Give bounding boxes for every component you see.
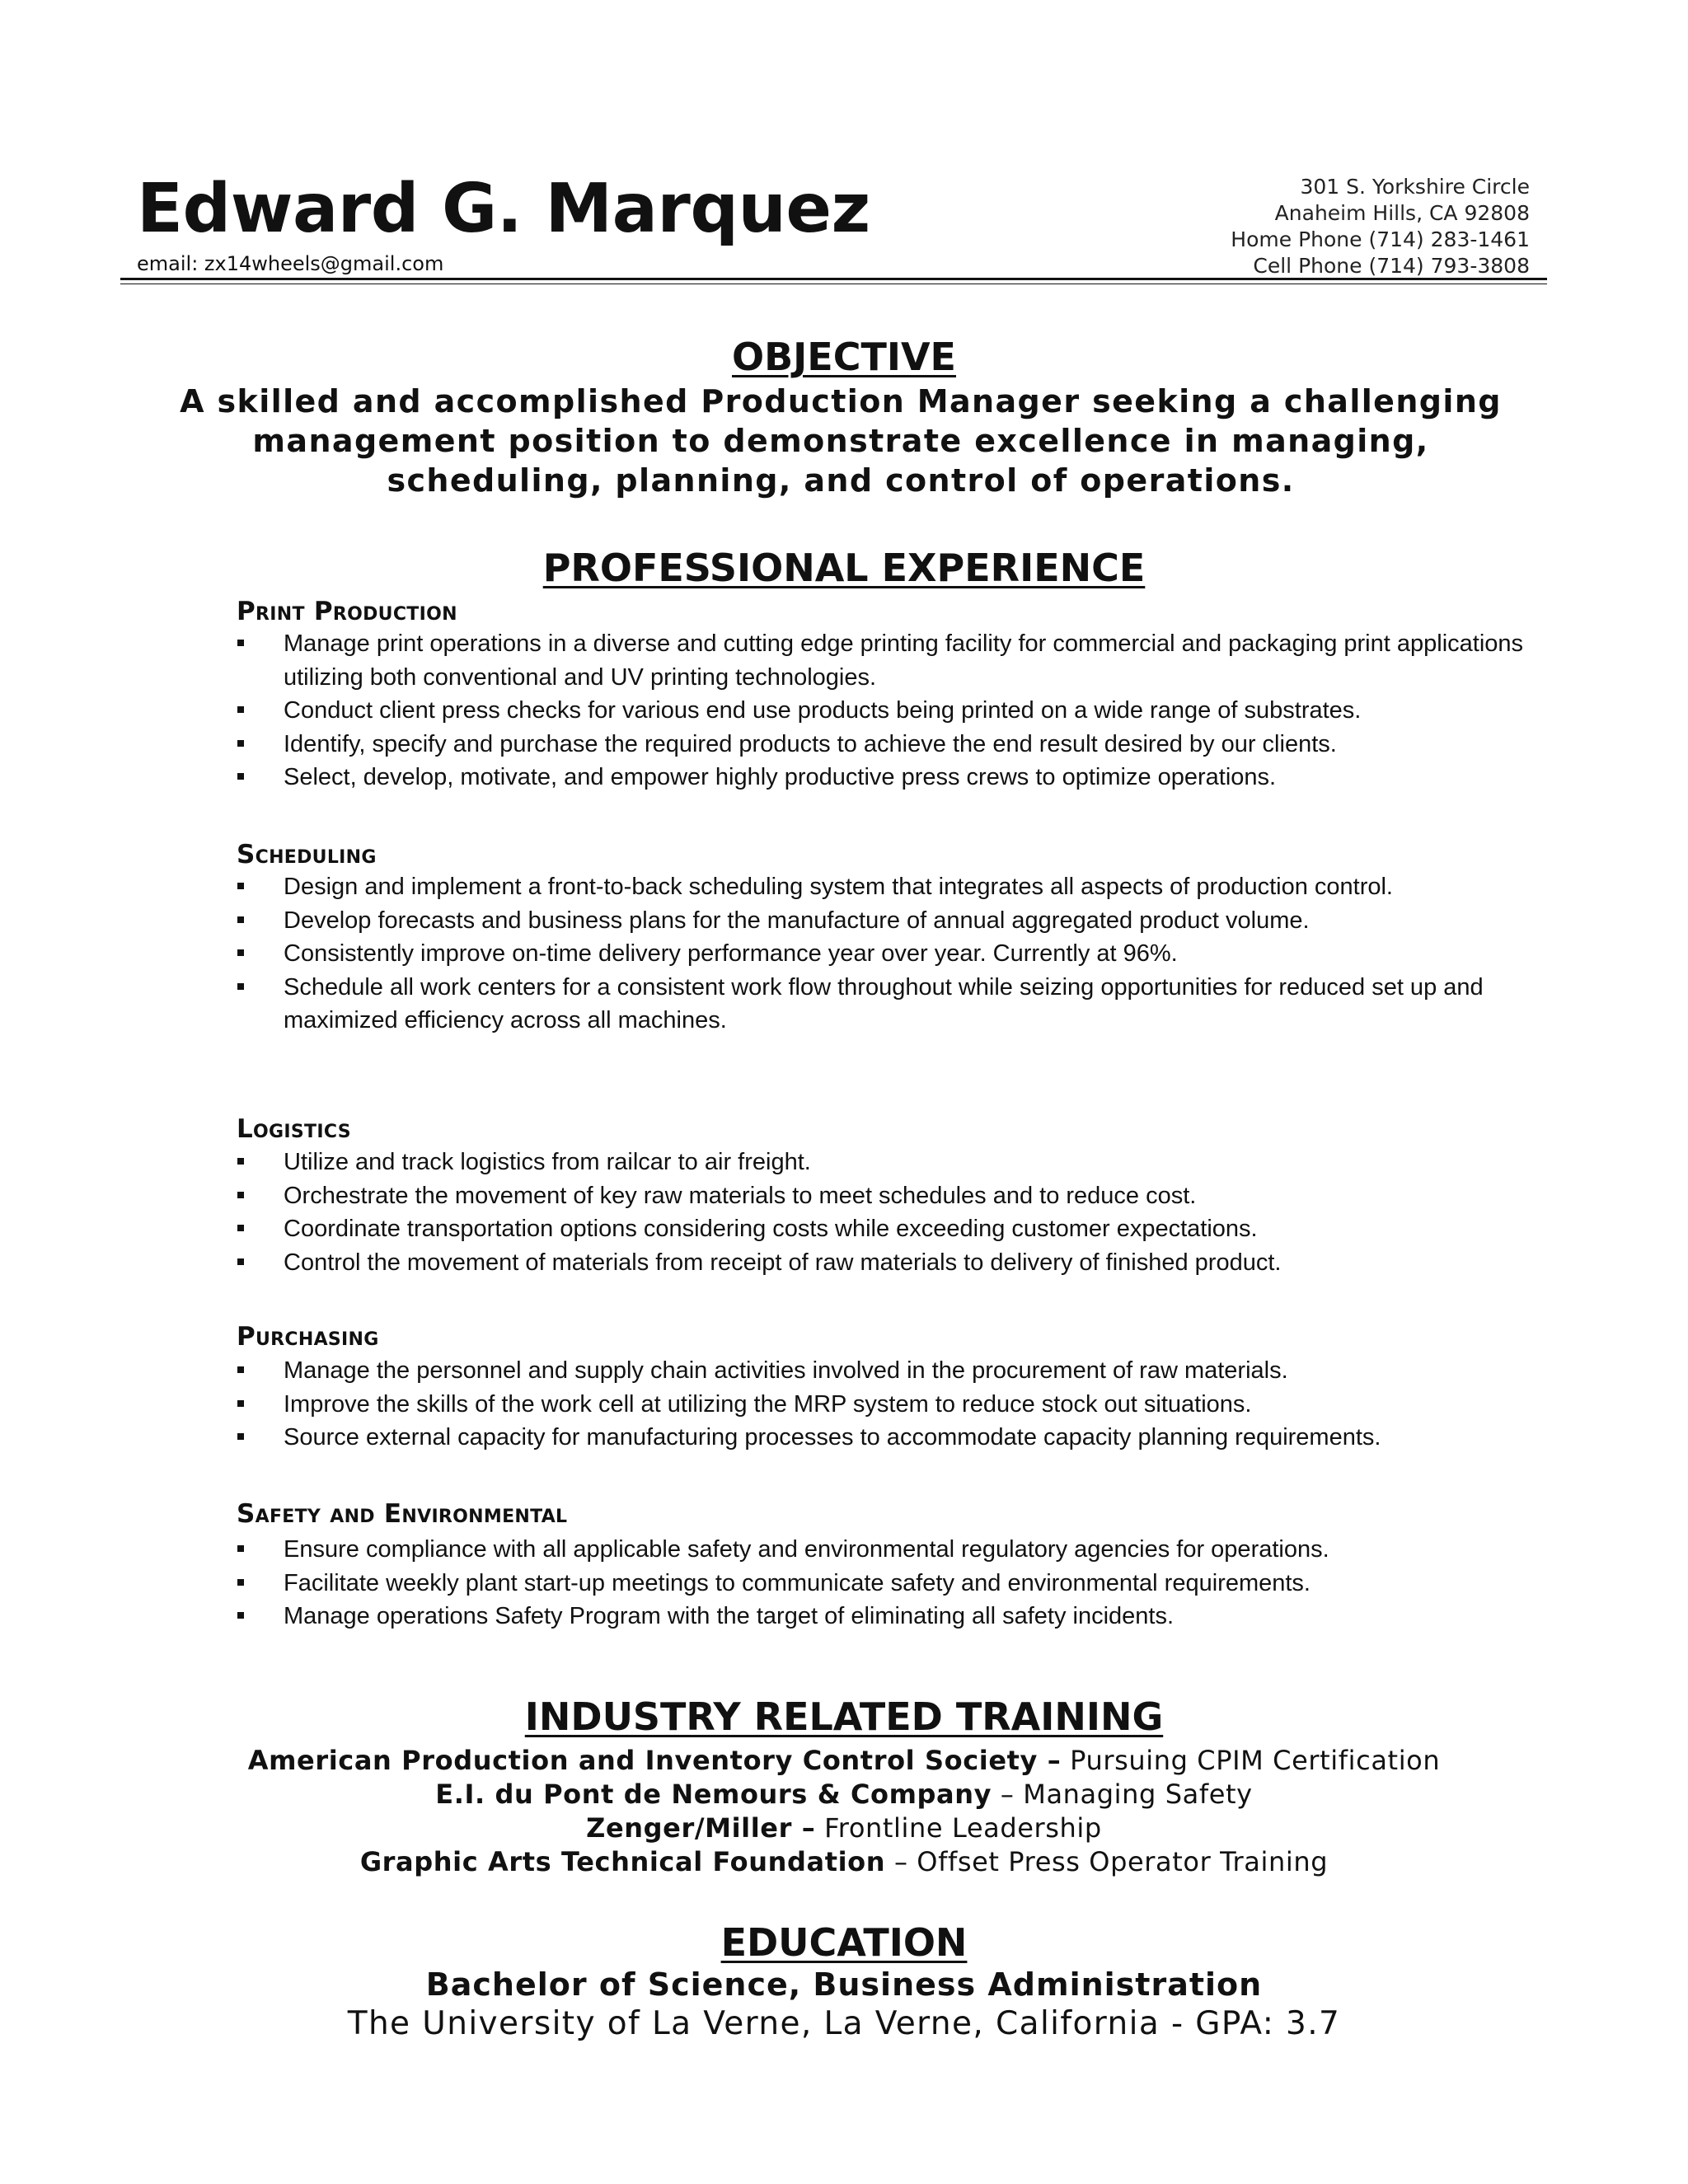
list-item bbox=[0, 1778, 1688, 1811]
list-item: Utilize and track logistics from railcar to air freight. bbox=[237, 1146, 1590, 1179]
bullet-square-icon bbox=[237, 1366, 244, 1373]
bullet-square-icon bbox=[237, 1579, 244, 1586]
experience-heading: PROFESSIONAL EXPERIENCE bbox=[542, 546, 1146, 590]
bullet-square-icon bbox=[237, 1400, 244, 1407]
training-detail: – Managing Safety bbox=[1000, 1779, 1253, 1810]
bullet-square-icon bbox=[237, 773, 244, 780]
bullet-square-icon bbox=[237, 983, 244, 990]
candidate-name: Edward G. Marquez bbox=[137, 170, 870, 248]
list-item: Identify, specify and purchase the required products to achieve the end result desired by our clients. bbox=[237, 728, 1590, 762]
list-item: Consistently improve on-time delivery performance year over year. Currently at 96%. bbox=[237, 937, 1590, 971]
training-list bbox=[0, 1744, 1688, 1879]
safety-environmental-list bbox=[237, 1533, 1590, 1633]
list-item: Coordinate transportation options considering costs while exceeding customer expectations. bbox=[237, 1212, 1590, 1246]
bullet-square-icon bbox=[237, 1225, 244, 1231]
education-heading: EDUCATION bbox=[720, 1920, 968, 1965]
bullet-square-icon bbox=[237, 1433, 244, 1440]
scheduling-list bbox=[237, 870, 1590, 1038]
list-item: Manage print operations in a diverse and cutting edge printing facility for commercial and packaging print applications utilizing both conventional and UV printing technologies. bbox=[237, 627, 1590, 694]
contact-block bbox=[1231, 174, 1530, 279]
header-divider-thick bbox=[120, 278, 1547, 280]
list-item: Schedule all work centers for a consistent work flow throughout while seizing opportunities for reduced set up and maximized efficiency across all machines. bbox=[237, 971, 1590, 1038]
address-line-2: Anaheim Hills, CA 92808 bbox=[1274, 201, 1530, 225]
list-item bbox=[0, 1744, 1688, 1778]
list-item: Manage operations Safety Program with the target of eliminating all safety incidents. bbox=[237, 1600, 1590, 1633]
bullet-square-icon bbox=[237, 1545, 244, 1552]
list-item: Design and implement a front-to-back scheduling system that integrates all aspects of production control. bbox=[237, 870, 1590, 904]
subsection-heading-purchasing: Purchasing bbox=[237, 1322, 379, 1352]
list-item: Select, develop, motivate, and empower highly productive press crews to optimize operations. bbox=[237, 761, 1590, 794]
training-detail: Frontline Leadership bbox=[824, 1812, 1102, 1844]
training-detail: Pursuing CPIM Certification bbox=[1070, 1745, 1441, 1776]
objective-line: management position to demonstrate excellence in managing, bbox=[252, 423, 1429, 459]
home-phone: Home Phone (714) 283-1461 bbox=[1231, 227, 1530, 251]
objective-statement bbox=[148, 382, 1533, 500]
list-item: Orchestrate the movement of key raw materials to meet schedules and to reduce cost. bbox=[237, 1179, 1590, 1213]
list-item: Ensure compliance with all applicable safety and environmental regulatory agencies for operations. bbox=[237, 1533, 1590, 1567]
list-item: Source external capacity for manufacturing processes to accommodate capacity planning requirements. bbox=[237, 1421, 1590, 1455]
list-item: Conduct client press checks for various end use products being printed on a wide range of substrates. bbox=[237, 694, 1590, 728]
objective-heading: OBJECTIVE bbox=[732, 335, 956, 379]
cell-phone: Cell Phone (714) 793-3808 bbox=[1253, 254, 1530, 278]
list-item: Develop forecasts and business plans for the manufacture of annual aggregated product volume. bbox=[237, 904, 1590, 938]
subsection-heading-scheduling: Scheduling bbox=[237, 840, 377, 869]
school: The University of La Verne, La Verne, California - GPA: 3.7 bbox=[347, 2005, 1341, 2042]
bullet-square-icon bbox=[237, 1258, 244, 1265]
print-production-list bbox=[237, 627, 1590, 794]
logistics-list bbox=[237, 1146, 1590, 1279]
degree: Bachelor of Science, Business Administration bbox=[425, 1966, 1263, 2003]
purchasing-list bbox=[237, 1354, 1590, 1455]
bullet-square-icon bbox=[237, 706, 244, 713]
training-detail: – Offset Press Operator Training bbox=[893, 1846, 1329, 1877]
email-address: email: zx14wheels@gmail.com bbox=[137, 252, 444, 275]
list-item bbox=[0, 1845, 1688, 1879]
objective-line: scheduling, planning, and control of operations. bbox=[387, 462, 1295, 499]
subsection-heading-safety-environmental: Safety and Environmental bbox=[237, 1499, 568, 1529]
bullet-square-icon bbox=[237, 1612, 244, 1619]
bullet-square-icon bbox=[237, 949, 244, 956]
bullet-square-icon bbox=[237, 740, 244, 747]
bullet-square-icon bbox=[237, 883, 244, 889]
training-organization: Graphic Arts Technical Foundation bbox=[359, 1846, 886, 1877]
bullet-square-icon bbox=[237, 916, 244, 923]
list-item bbox=[0, 1811, 1688, 1845]
training-heading: INDUSTRY RELATED TRAINING bbox=[524, 1694, 1164, 1739]
subsection-heading-print-production: Print Production bbox=[237, 597, 457, 626]
objective-line: A skilled and accomplished Production Manager seeking a challenging bbox=[180, 383, 1502, 419]
training-organization: Zenger/Miller – bbox=[586, 1812, 816, 1844]
training-organization: E.I. du Pont de Nemours & Company bbox=[435, 1779, 992, 1810]
bullet-square-icon bbox=[237, 1158, 244, 1165]
bullet-square-icon bbox=[237, 1192, 244, 1198]
training-organization: American Production and Inventory Control Society – bbox=[247, 1745, 1062, 1776]
list-item: Manage the personnel and supply chain activities involved in the procurement of raw materials. bbox=[237, 1354, 1590, 1388]
list-item: Control the movement of materials from receipt of raw materials to delivery of finished product. bbox=[237, 1246, 1590, 1280]
list-item: Facilitate weekly plant start-up meetings to communicate safety and environmental requirements. bbox=[237, 1567, 1590, 1601]
list-item: Improve the skills of the work cell at utilizing the MRP system to reduce stock out situations. bbox=[237, 1388, 1590, 1422]
address-line-1: 301 S. Yorkshire Circle bbox=[1300, 175, 1530, 199]
subsection-heading-logistics: Logistics bbox=[237, 1114, 351, 1144]
bullet-square-icon bbox=[237, 640, 244, 646]
